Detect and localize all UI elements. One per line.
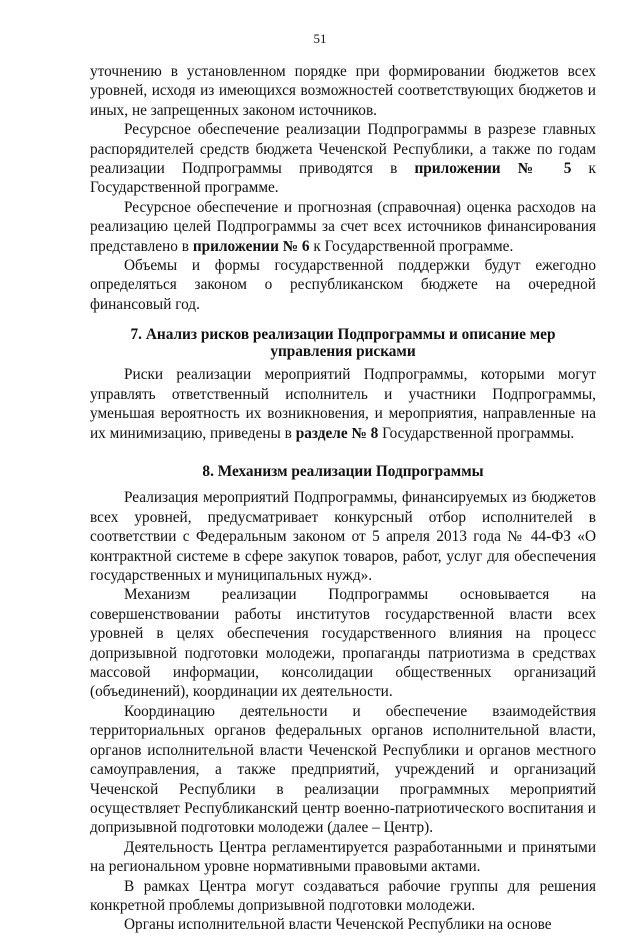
paragraph-text: к Государственной программе. [90, 160, 596, 197]
section-heading-risks: 7. Анализ рисков реализации Подпрограммы и описание мер управления рисками [130, 326, 556, 360]
paragraph-executive-bodies: Органы исполнительной власти Чеченской Республики на основе [124, 916, 552, 934]
appendix-5-reference: приложении № 5 [414, 160, 572, 178]
paragraph-text: Государственной программы. [378, 424, 575, 442]
paragraph-mechanism-basis: Механизм реализации Подпрограммы основывается на совершенствовании работы институтов государственной власти всех уровней в целях обеспечения государственного влияния на процесс допризывной подготовки молодежи, пропаганды патриотизма в средствах массовой информации, консолидации общественных организаций (объединений), координации их деятельности. [90, 586, 596, 701]
appendix-6-reference: приложении № 6 [192, 237, 310, 255]
paragraph-coordination: Координацию деятельности и обеспечение взаимодействия территориальных органов федеральных органов исполнительной власти, органов исполнительной власти Чеченской Республики и органов местного самоуправления, а также предприятий, учреждений и организаций Чеченской Республики в реализации программных мероприятий осуществляет Республиканский центр военно-патриотического воспитания и допризывной подготовки молодежи (далее – Центр). [90, 702, 596, 837]
page-number: 51 [313, 31, 327, 46]
paragraph-center-regulation: Деятельность Центра регламентируется разработанными и принятыми на региональном уровне нормативными правовыми актами. [90, 838, 596, 876]
document-body [90, 62, 596, 935]
section-8-reference: разделе № 8 [295, 424, 379, 442]
section-heading-mechanism: 8. Механизм реализации Подпрограммы [202, 462, 484, 480]
paragraph-text: Ресурсное обеспечение реализации Подпрограммы в разрезе главных распорядителей средств бюджета Чеченской Республики, а также по годам реализации Подпрограммы приводятся в [90, 121, 596, 178]
paragraph-competitive-selection: Реализация мероприятий Подпрограммы, финансируемых из бюджетов всех уровней, предусматривает конкурсный отбор исполнителей в соответствии с Федеральным законом от 5 апреля 2013 года № 44-ФЗ «О контрактной системе в сфере закупок товаров, работ, услуг для обеспечения государственных и муниципальных нужд». [90, 489, 596, 585]
paragraph-text: Риски реализации мероприятий Подпрограммы, которыми могут управлять ответственный исполнитель и участники Подпрограммы, уменьшая вероятность их возникновения, и мероприятия, направленные на их минимизацию, приведены в [90, 366, 596, 442]
paragraph-working-groups: В рамках Центра могут создаваться рабочие группы для решения конкретной проблемы допризывной подготовки молодежи. [90, 877, 596, 914]
paragraph-resource-appendix-6 [90, 198, 596, 256]
paragraph-text: Ресурсное обеспечение и прогнозная (справочная) оценка расходов на реализацию целей Подпрограммы за счет всех источников финансирования представлено в [90, 198, 596, 255]
paragraph-resource-appendix-5 [90, 120, 596, 198]
paragraph-state-support: Объемы и формы государственной поддержки будут ежегодно определяться законом о республиканском бюджете на очередной финансовый год. [90, 257, 596, 313]
paragraph-risks [90, 365, 596, 443]
paragraph-budget-refinement: уточнению в установленном порядке при формировании бюджетов всех уровней, исходя из имеющихся возможностей соответствующих бюджетов и иных, не запрещенных законом источников. [90, 63, 596, 119]
paragraph-text: к Государственной программе. [309, 237, 514, 255]
